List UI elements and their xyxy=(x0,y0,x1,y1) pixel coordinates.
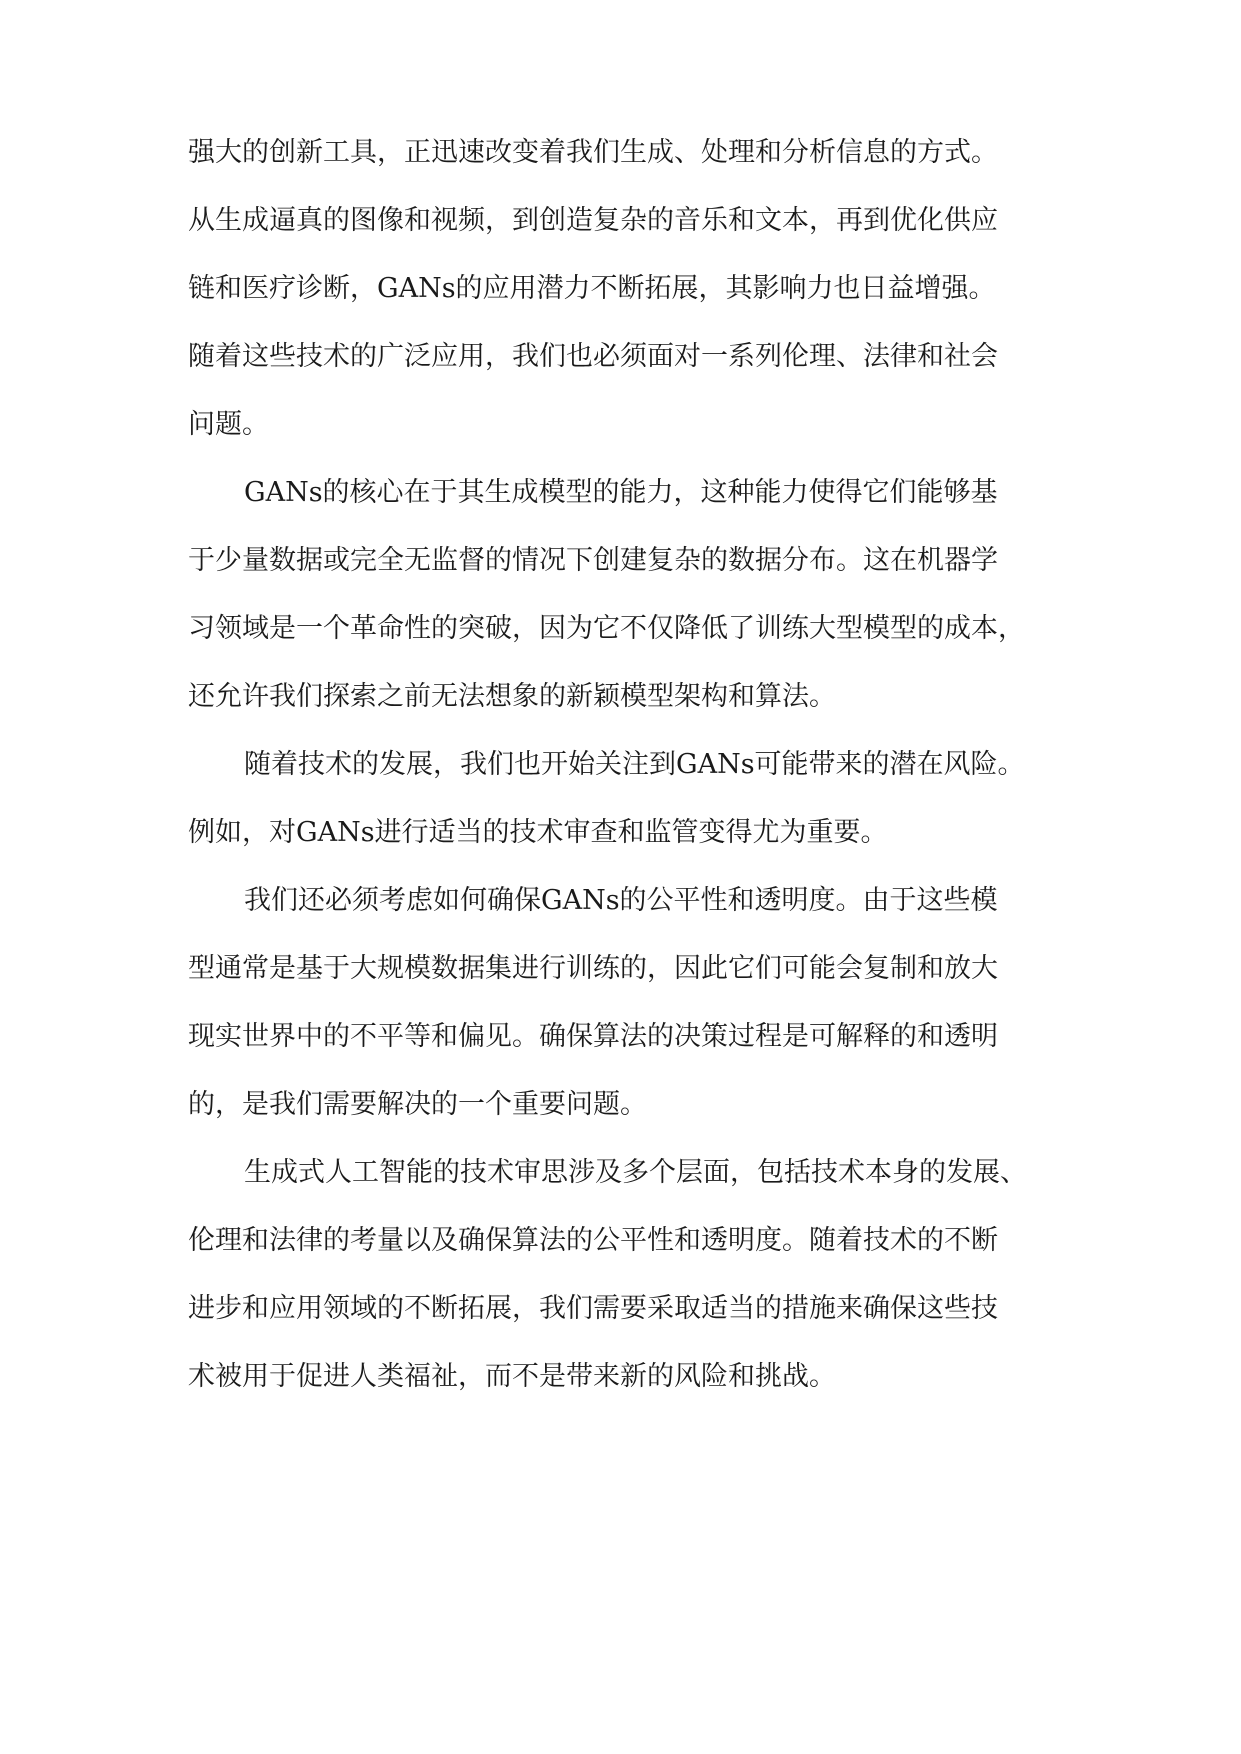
text-line: 从生成逼真的图像和视频，到创造复杂的音乐和文本，再到优化供应 xyxy=(188,205,998,236)
text-line: 强大的创新工具，正迅速改变着我们生成、处理和分析信息的方式。 xyxy=(188,137,998,168)
text-line: 链和医疗诊断，GANs的应用潜力不断拓展，其影响力也日益增强。 xyxy=(188,273,996,304)
paragraph-start-line: GANs的核心在于其生成模型的能力，这种能力使得它们能够基 xyxy=(244,477,998,508)
text-line: 术被用于促进人类福祉，而不是带来新的风险和挑战。 xyxy=(188,1361,836,1392)
paragraph-start-line: 生成式人工智能的技术审思涉及多个层面，包括技术本身的发展、 xyxy=(244,1157,1027,1188)
paragraph-start-line: 随着技术的发展，我们也开始关注到GANs可能带来的潜在风险。 xyxy=(244,749,1025,780)
text-line: 习领域是一个革命性的突破，因为它不仅降低了训练大型模型的成本， xyxy=(188,613,1025,644)
text-line: 的，是我们需要解决的一个重要问题。 xyxy=(188,1089,647,1120)
text-line: 例如，对GANs进行适当的技术审查和监管变得尤为重要。 xyxy=(188,817,888,848)
text-line: 伦理和法律的考量以及确保算法的公平性和透明度。随着技术的不断 xyxy=(188,1225,998,1256)
paragraph-start-line: 我们还必须考虑如何确保GANs的公平性和透明度。由于这些模 xyxy=(244,885,998,916)
text-line: 随着这些技术的广泛应用，我们也必须面对一系列伦理、法律和社会 xyxy=(188,341,998,372)
text-line: 进步和应用领域的不断拓展，我们需要采取适当的措施来确保这些技 xyxy=(188,1293,998,1324)
text-line: 型通常是基于大规模数据集进行训练的，因此它们可能会复制和放大 xyxy=(188,953,998,984)
text-line: 问题。 xyxy=(188,409,269,440)
text-line: 于少量数据或完全无监督的情况下创建复杂的数据分布。这在机器学 xyxy=(188,545,998,576)
text-line: 还允许我们探索之前无法想象的新颖模型架构和算法。 xyxy=(188,681,836,712)
text-line: 现实世界中的不平等和偏见。确保算法的决策过程是可解释的和透明 xyxy=(188,1021,998,1052)
